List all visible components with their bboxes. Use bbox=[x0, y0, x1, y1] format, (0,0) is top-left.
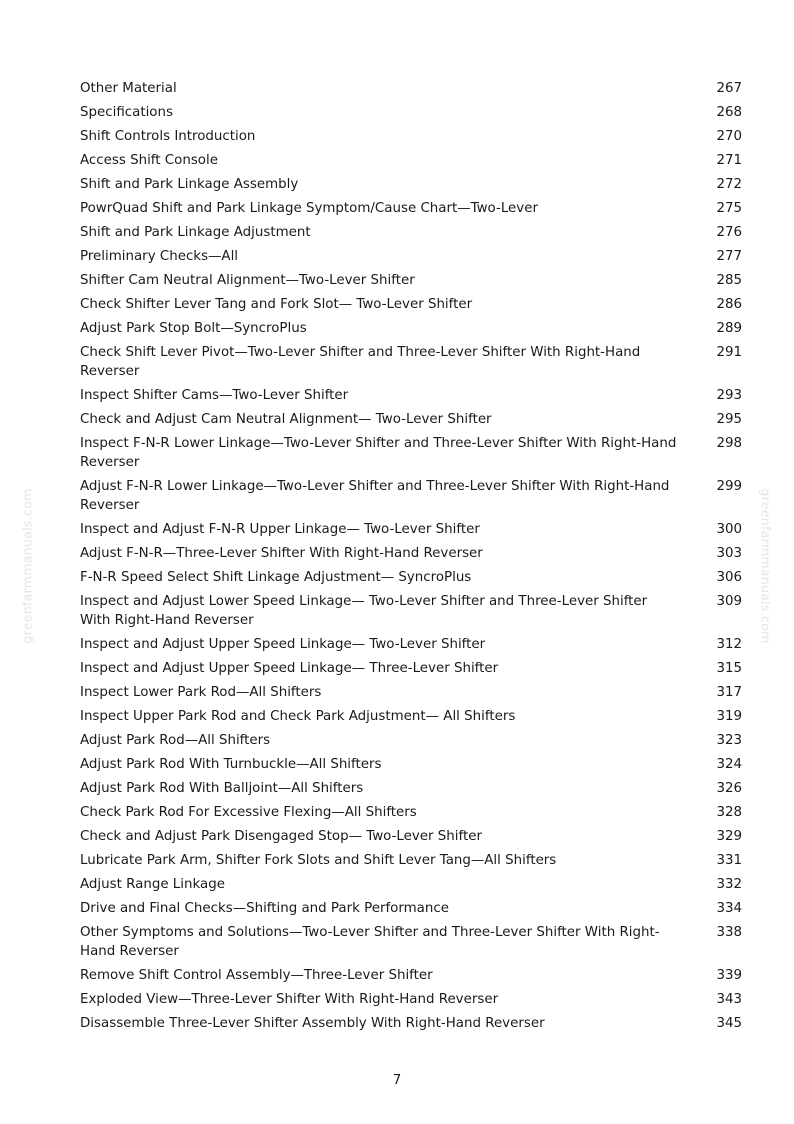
toc-entry-title[interactable]: Check Shift Lever Pivot—Two-Lever Shifter and Three-Lever Shifter With Right-Hand Reverser bbox=[80, 345, 641, 379]
page-number: 7 bbox=[392, 1073, 402, 1088]
toc-entry-title[interactable]: Check Park Rod For Excessive Flexing—All Shifters bbox=[80, 805, 417, 820]
toc-entry[interactable] bbox=[80, 566, 742, 590]
toc-entry[interactable] bbox=[80, 897, 742, 921]
toc-entry-page[interactable]: 298 bbox=[716, 436, 742, 451]
toc-entry-title[interactable]: Adjust Range Linkage bbox=[80, 877, 225, 892]
toc-entry[interactable] bbox=[80, 518, 742, 542]
toc-entry[interactable] bbox=[80, 753, 742, 777]
toc-entry-page[interactable]: 303 bbox=[716, 546, 742, 561]
toc-entry-page[interactable]: 339 bbox=[716, 968, 742, 983]
toc-entry-title[interactable]: Other Symptoms and Solutions—Two-Lever Shifter and Three-Lever Shifter With Right-Hand Reverser bbox=[80, 925, 660, 959]
watermark-left: greenfarmmanuals.com bbox=[19, 488, 35, 644]
toc-entry-page[interactable]: 312 bbox=[716, 637, 742, 652]
toc-entry-title[interactable]: Preliminary Checks—All bbox=[80, 249, 239, 264]
toc-entry[interactable] bbox=[80, 729, 742, 753]
toc-entry-title[interactable]: Other Material bbox=[80, 81, 177, 96]
toc-entry-title[interactable]: Inspect Upper Park Rod and Check Park Adjustment— All Shifters bbox=[80, 709, 516, 724]
toc-entry-page[interactable]: 326 bbox=[716, 781, 742, 796]
toc-entry-page[interactable]: 334 bbox=[716, 901, 742, 916]
toc-entry-page[interactable]: 315 bbox=[716, 661, 742, 676]
toc-entry-title[interactable]: Check Shifter Lever Tang and Fork Slot— Two-Lever Shifter bbox=[80, 297, 473, 312]
toc-entry[interactable] bbox=[80, 777, 742, 801]
toc-entry[interactable] bbox=[80, 1012, 742, 1036]
toc-entry-title[interactable]: Inspect and Adjust Lower Speed Linkage— Two-Lever Shifter and Three-Lever Shifter With Right-Hand Reverser bbox=[80, 594, 648, 628]
toc-entry-page[interactable]: 275 bbox=[716, 201, 742, 216]
toc-entry[interactable] bbox=[80, 384, 742, 408]
toc-entry-title[interactable]: Specifications bbox=[80, 105, 173, 120]
toc-entry[interactable] bbox=[80, 681, 742, 705]
toc-entry-page[interactable]: 285 bbox=[716, 273, 742, 288]
toc-entry[interactable] bbox=[80, 475, 742, 518]
toc-entry-page[interactable]: 317 bbox=[716, 685, 742, 700]
toc-entry[interactable] bbox=[80, 408, 742, 432]
toc-entry[interactable] bbox=[80, 221, 742, 245]
toc-entry-title[interactable]: Adjust Park Rod—All Shifters bbox=[80, 733, 271, 748]
toc-entry-page[interactable]: 323 bbox=[716, 733, 742, 748]
toc-entry-page[interactable]: 328 bbox=[716, 805, 742, 820]
toc-entry[interactable] bbox=[80, 269, 742, 293]
toc-entry[interactable] bbox=[80, 921, 742, 964]
toc-entry-page[interactable]: 299 bbox=[716, 479, 742, 494]
toc-entry-page[interactable]: 270 bbox=[716, 129, 742, 144]
toc-entry-title[interactable]: Adjust Park Stop Bolt—SyncroPlus bbox=[80, 321, 307, 336]
toc-entry[interactable] bbox=[80, 849, 742, 873]
toc-entry[interactable] bbox=[80, 590, 742, 633]
toc-entry-page[interactable]: 306 bbox=[716, 570, 742, 585]
toc-entry-title[interactable]: Shifter Cam Neutral Alignment—Two-Lever Shifter bbox=[80, 273, 415, 288]
toc-entry-title[interactable]: Check and Adjust Park Disengaged Stop— Two-Lever Shifter bbox=[80, 829, 482, 844]
toc-entry-page[interactable]: 295 bbox=[716, 412, 742, 427]
toc-entry-page[interactable]: 289 bbox=[716, 321, 742, 336]
toc-entry-title[interactable]: Drive and Final Checks—Shifting and Park Performance bbox=[80, 901, 449, 916]
toc-entry[interactable] bbox=[80, 101, 742, 125]
toc-entry-title[interactable]: Access Shift Console bbox=[80, 153, 218, 168]
toc-entry-page[interactable]: 276 bbox=[716, 225, 742, 240]
toc-entry-title[interactable]: Exploded View—Three-Lever Shifter With Right-Hand Reverser bbox=[80, 992, 499, 1007]
toc-entry[interactable] bbox=[80, 341, 742, 384]
toc-entry[interactable] bbox=[80, 705, 742, 729]
toc-entry-page[interactable]: 300 bbox=[716, 522, 742, 537]
toc-entry-title[interactable]: Check and Adjust Cam Neutral Alignment— Two-Lever Shifter bbox=[80, 412, 492, 427]
toc-entry[interactable] bbox=[80, 657, 742, 681]
toc-entry-title[interactable]: F-N-R Speed Select Shift Linkage Adjustment— SyncroPlus bbox=[80, 570, 472, 585]
toc-entry[interactable] bbox=[80, 317, 742, 341]
toc-entry[interactable] bbox=[80, 77, 742, 101]
toc-entry-title[interactable]: Shift and Park Linkage Adjustment bbox=[80, 225, 311, 240]
toc-entry[interactable] bbox=[80, 542, 742, 566]
toc-entry[interactable] bbox=[80, 245, 742, 269]
toc-entry-page[interactable]: 338 bbox=[716, 925, 742, 940]
toc-entry[interactable] bbox=[80, 873, 742, 897]
toc-entry[interactable] bbox=[80, 432, 742, 475]
toc-entry[interactable] bbox=[80, 825, 742, 849]
toc-entry-title[interactable]: Inspect Lower Park Rod—All Shifters bbox=[80, 685, 322, 700]
toc-entry-page[interactable]: 271 bbox=[716, 153, 742, 168]
toc-entry-page[interactable]: 286 bbox=[716, 297, 742, 312]
toc-entry-page[interactable]: 324 bbox=[716, 757, 742, 772]
toc-entry-page[interactable]: 267 bbox=[716, 81, 742, 96]
toc-entry-title[interactable]: Inspect and Adjust Upper Speed Linkage— Three-Lever Shifter bbox=[80, 661, 499, 676]
toc-entry[interactable] bbox=[80, 125, 742, 149]
toc-entry-page[interactable]: 277 bbox=[716, 249, 742, 264]
toc-entry-title[interactable]: Inspect and Adjust Upper Speed Linkage— Two-Lever Shifter bbox=[80, 637, 486, 652]
toc-entry-title[interactable]: Inspect and Adjust F-N-R Upper Linkage— Two-Lever Shifter bbox=[80, 522, 480, 537]
toc-entry-title[interactable]: Adjust Park Rod With Turnbuckle—All Shifters bbox=[80, 757, 382, 772]
toc-entry-page[interactable]: 293 bbox=[716, 388, 742, 403]
toc-entry-title[interactable]: Inspect Shifter Cams—Two-Lever Shifter bbox=[80, 388, 349, 403]
toc-entry-page[interactable]: 268 bbox=[716, 105, 742, 120]
toc-entry[interactable] bbox=[80, 293, 742, 317]
toc-entry-title[interactable]: Adjust F-N-R Lower Linkage—Two-Lever Shifter and Three-Lever Shifter With Right-Hand Reverser bbox=[80, 479, 670, 513]
toc-entry-title[interactable]: Adjust Park Rod With Balljoint—All Shifters bbox=[80, 781, 364, 796]
toc-entry[interactable] bbox=[80, 197, 742, 221]
table-of-contents bbox=[80, 77, 742, 1036]
toc-entry-title[interactable]: Inspect F-N-R Lower Linkage—Two-Lever Shifter and Three-Lever Shifter With Right-Hand Reverser bbox=[80, 436, 677, 470]
watermark-right: greenfarmmanuals.com bbox=[758, 488, 774, 644]
toc-entry[interactable] bbox=[80, 173, 742, 197]
toc-entry-page[interactable]: 343 bbox=[716, 992, 742, 1007]
toc-entry[interactable] bbox=[80, 149, 742, 173]
toc-entry[interactable] bbox=[80, 801, 742, 825]
toc-entry[interactable] bbox=[80, 964, 742, 988]
toc-entry-title[interactable]: Disassemble Three-Lever Shifter Assembly With Right-Hand Reverser bbox=[80, 1016, 545, 1031]
toc-entry-title[interactable]: Remove Shift Control Assembly—Three-Lever Shifter bbox=[80, 968, 433, 983]
toc-entry-title[interactable]: PowrQuad Shift and Park Linkage Symptom/Cause Chart—Two-Lever bbox=[80, 201, 538, 216]
toc-entry-page[interactable]: 309 bbox=[716, 594, 742, 609]
toc-entry-title[interactable]: Shift Controls Introduction bbox=[80, 129, 256, 144]
toc-entry-page[interactable]: 332 bbox=[716, 877, 742, 892]
toc-entry-page[interactable]: 272 bbox=[716, 177, 742, 192]
toc-entry-page[interactable]: 345 bbox=[716, 1016, 742, 1031]
toc-entry[interactable] bbox=[80, 988, 742, 1012]
toc-entry-page[interactable]: 291 bbox=[716, 345, 742, 360]
toc-entry-page[interactable]: 331 bbox=[716, 853, 742, 868]
toc-entry-page[interactable]: 329 bbox=[716, 829, 742, 844]
toc-entry-title[interactable]: Shift and Park Linkage Assembly bbox=[80, 177, 299, 192]
toc-entry[interactable] bbox=[80, 633, 742, 657]
toc-entry-title[interactable]: Lubricate Park Arm, Shifter Fork Slots and Shift Lever Tang—All Shifters bbox=[80, 853, 557, 868]
toc-entry-page[interactable]: 319 bbox=[716, 709, 742, 724]
toc-entry-title[interactable]: Adjust F-N-R—Three-Lever Shifter With Right-Hand Reverser bbox=[80, 546, 483, 561]
